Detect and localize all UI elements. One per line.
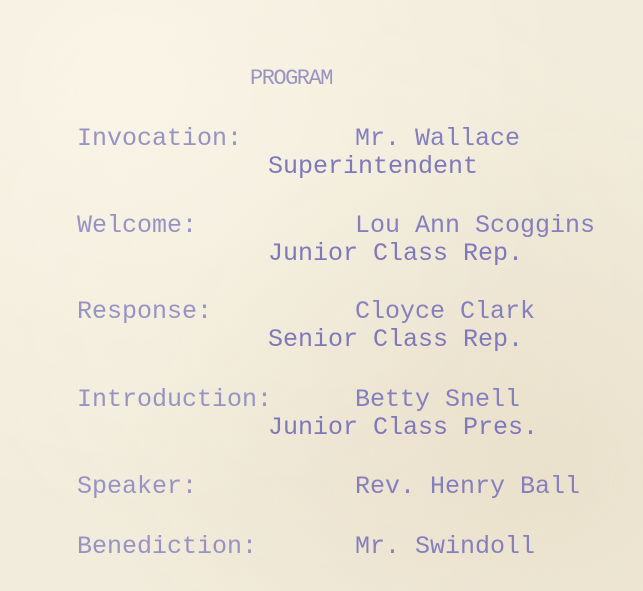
program-item-role: Junior Class Rep.: [268, 239, 524, 268]
program-item-role: Senior Class Rep.: [268, 325, 524, 354]
program-item-response: [0, 297, 643, 357]
program-item-welcome: [0, 211, 643, 271]
program-item-speaker: [0, 472, 643, 532]
page-title: PROGRAM: [250, 66, 332, 91]
program-item-person: Lou Ann Scoggins: [355, 211, 596, 240]
program-item-person: Mr. Swindoll: [355, 532, 536, 561]
program-item-label: Response:: [77, 297, 213, 326]
program-item-role: Superintendent: [268, 152, 479, 181]
program-item-person: Rev. Henry Ball: [355, 472, 581, 501]
program-item-benediction: [0, 532, 643, 591]
program-item-invocation: [0, 124, 643, 184]
program-item-person: Betty Snell: [355, 385, 521, 414]
program-item-introduction: [0, 385, 643, 445]
program-item-label: Speaker:: [77, 472, 198, 501]
program-item-label: Benediction:: [77, 532, 258, 561]
program-item-label: Invocation:: [77, 124, 243, 153]
program-item-person: Mr. Wallace: [355, 124, 521, 153]
program-item-person: Cloyce Clark: [355, 297, 536, 326]
program-item-role: Junior Class Pres.: [268, 413, 539, 442]
program-item-label: Welcome:: [77, 211, 198, 240]
program-item-label: Introduction:: [77, 385, 273, 414]
